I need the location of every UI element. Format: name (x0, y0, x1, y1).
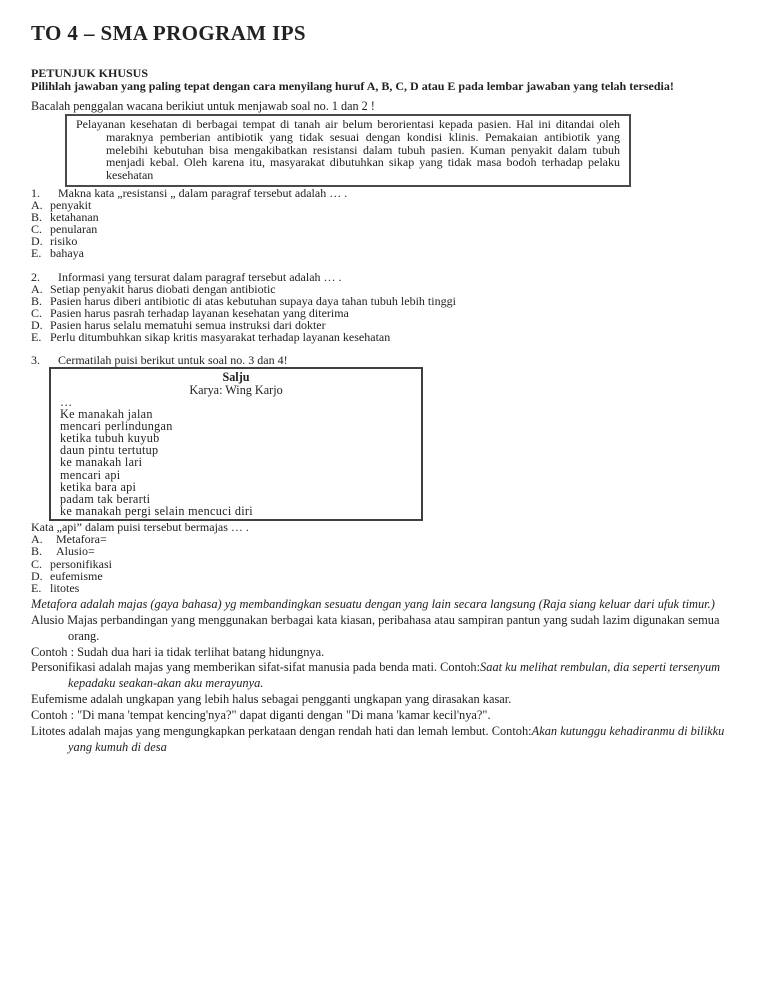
poem-line: mencari perlindungan (60, 419, 173, 434)
question-4-option-d (31, 570, 745, 582)
option-letter: E. (31, 246, 42, 261)
poem-box (49, 367, 423, 521)
question-3-stem (31, 354, 745, 366)
note-contoh-eufemisme (31, 708, 745, 724)
option-letter: B. (31, 544, 43, 559)
question-4-option-c (31, 558, 745, 570)
question-3-text: Cermatilah puisi berikut untuk soal no. 3 dan 4! (58, 353, 288, 368)
option-text: penyakit (50, 198, 92, 213)
option-letter: C. (31, 556, 43, 571)
option-text: risiko (50, 234, 78, 249)
question-2-stem (31, 271, 745, 283)
question-1-option-c (31, 223, 745, 235)
option-letter: A. (31, 532, 43, 547)
option-letter: C. (31, 305, 43, 320)
special-instructions (31, 67, 745, 93)
note-lead: Contoh : Sudah dua hari ia tidak terlihat batang hidungnya. (31, 644, 325, 659)
question-1-option-d (31, 235, 745, 247)
option-text: eufemisme (50, 568, 103, 583)
poem-line: … (60, 395, 73, 410)
option-text: bahaya (50, 246, 84, 261)
option-text: Setiap penyakit harus diobati dengan antibiotic (50, 281, 276, 296)
note-italic-example: Saat ku melihat rembulan, dia seperti tersenyum kepadaku seakan-akan aku merayunya. (68, 660, 721, 691)
note-alusio (31, 613, 745, 645)
option-letter: D. (31, 317, 43, 332)
question-2-text: Informasi yang tersurat dalam paragraf tersebut adalah … . (58, 269, 342, 284)
question-2-option-a (31, 283, 745, 295)
note-metafora (31, 597, 745, 613)
option-text: personifikasi (50, 556, 112, 571)
poem-line: daun pintu tertutup (60, 443, 159, 458)
note-italic-example: Akan kutunggu kehadiranmu di bilikku yang kumuh di desa (68, 724, 725, 754)
option-text: Pasien harus selalu mematuhi semua instruksi dari dokter (50, 317, 326, 332)
option-letter: A. (31, 198, 43, 213)
option-text: Metafora= (56, 532, 107, 547)
note-italic-example: Metafora adalah majas (gaya bahasa) yg membandingkan sesuatu dengan yang lain secara langsung (Raja siang keluar dari ufuk timur.) (31, 596, 715, 611)
poem-line: ke manakah pergi selain mencuci diri (60, 503, 253, 518)
option-text: Alusio= (56, 544, 95, 559)
option-letter: B. (31, 293, 43, 308)
option-text: Pasien harus diberi antibiotic di atas kebutuhan supaya daya tahan tubuh lebih tinggi (50, 293, 456, 308)
poem-line: ketika bara api (60, 479, 137, 494)
poem-author: Karya: Wing Karjo (189, 382, 283, 397)
poem-title: Salju (222, 370, 250, 385)
note-litotes (31, 724, 745, 756)
option-text: litotes (50, 580, 80, 595)
option-text: penularan (50, 222, 98, 237)
poem-line: Ke manakah jalan (60, 407, 153, 422)
option-text: ketahanan (50, 210, 99, 225)
option-text: Pasien harus pasrah terhadap layanan kesehatan yang diterima (50, 305, 349, 320)
question-1-option-e (31, 247, 745, 259)
option-letter: D. (31, 568, 43, 583)
option-letter: E. (31, 330, 42, 345)
question-1-stem (31, 187, 745, 199)
question-2-number: 2. (31, 269, 40, 284)
note-lead: Alusio Majas perbandingan yang menggunakan berbagai kata kiasan, peribahasa atau sampiran pantun yang sudah lazim digunakan semua orang. (31, 612, 720, 643)
passage-box (65, 114, 631, 187)
note-personifikasi (31, 660, 745, 692)
option-letter: D. (31, 234, 43, 249)
page-title: TO 4 – SMA PROGRAM IPS (31, 21, 307, 45)
poem-line: padam tak berarti (60, 491, 151, 506)
option-letter: C. (31, 222, 43, 237)
question-4-stem: Kata „api” dalam puisi tersebut bermajas … . (31, 519, 249, 534)
poem-line: ke manakah lari (60, 455, 143, 470)
majas-notes (31, 597, 745, 756)
poem-line: mencari api (60, 467, 121, 482)
question-4-option-a (31, 533, 745, 545)
passage-text: Pelayanan kesehatan di berbagai tempat di tanah air belum berorientasi kepada pasien. Hal ini ditandai oleh maraknya pemberian antibiotik yang tidak sesuai dengan kondisi klinis. Pemakaian antibiotik yang melebihi kebutuhan bisa mengakibatkan resistansi dalam tubuh pasien. Kuman penyakit dalam tubuh menjadi kebal. Oleh karena itu, masyarakat dibutuhkan sikap yang tidak masa bodoh terhadap pelaku kesehatan (76, 117, 620, 183)
question-2-option-e (31, 331, 745, 343)
option-text: Perlu ditumbuhkan sikap kritis masyarakat terhadap layanan kesehatan (50, 330, 391, 345)
passage-intro: Bacalah penggalan wacana berikiut untuk menjawab soal no. 1 dan 2 ! (31, 99, 375, 113)
question-4-option-e (31, 582, 745, 594)
option-letter: B. (31, 210, 43, 225)
note-contoh-alusio (31, 645, 745, 661)
note-lead: Personifikasi adalah majas yang memberikan sifat-sifat manusia pada benda mati. Contoh: (31, 660, 481, 675)
note-lead: Litotes adalah majas yang mengungkapkan perkataan dengan rendah hati dan lemah lembut. Contoh: (31, 724, 532, 739)
instructions-heading: PETUNJUK KHUSUS (31, 66, 149, 80)
option-letter: A. (31, 281, 43, 296)
question-1-text: Makna kata „resistansi „ dalam paragraf tersebut adalah … . (58, 185, 348, 200)
poem-line: ketika tubuh kuyub (60, 431, 160, 446)
question-2-option-b (31, 295, 745, 307)
instructions-text: Pilihlah jawaban yang paling tepat dengan cara menyilang huruf A, B, C, D atau E pada lembar jawaban yang telah tersedia! (31, 79, 674, 93)
question-4-option-b (31, 545, 745, 557)
question-1-number: 1. (31, 185, 40, 200)
question-1-option-b (31, 211, 745, 223)
note-lead: Contoh : "Di mana 'tempat kencing'nya?" dapat diganti dengan "Di mana 'kamar kecil'nya?". (31, 708, 491, 723)
note-lead: Eufemisme adalah ungkapan yang lebih halus sebagai pengganti ungkapan yang dirasakan kasar. (31, 692, 512, 707)
question-1-option-a (31, 199, 745, 211)
note-eufemisme (31, 692, 745, 708)
option-letter: E. (31, 580, 42, 595)
question-3-number: 3. (31, 353, 40, 368)
